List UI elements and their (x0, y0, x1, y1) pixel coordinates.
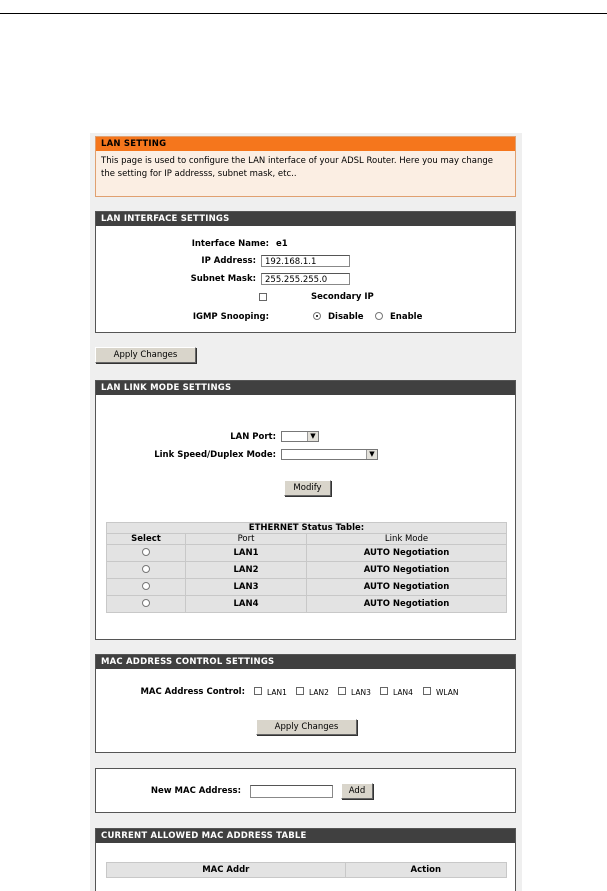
ip-address-input[interactable]: 192.168.1.1 (261, 255, 350, 267)
allowed-mac-section (95, 828, 516, 891)
table-row (107, 545, 507, 562)
table-row (107, 596, 507, 613)
table-row (107, 579, 507, 596)
select-lan1-radio[interactable] (142, 548, 150, 556)
ethernet-status-table-title: ETHERNET Status Table: (107, 523, 507, 534)
allowed-mac-table (106, 862, 507, 878)
link-mode-cell: AUTO Negotiation (307, 545, 507, 562)
column-action: Action (345, 863, 506, 878)
mac-control-lan4-label: LAN4 (393, 688, 413, 697)
chevron-down-icon: ▼ (366, 450, 377, 459)
mac-control-lan4-checkbox[interactable] (380, 687, 388, 695)
add-button[interactable]: Add (341, 783, 373, 799)
lan-setting-section (95, 136, 516, 197)
select-cell (107, 579, 186, 596)
select-cell (107, 562, 186, 579)
new-mac-label: New MAC Address: (150, 786, 241, 796)
link-mode-section (95, 380, 516, 640)
lan-interface-section (95, 211, 516, 333)
allowed-mac-title: CURRENT ALLOWED MAC ADDRESS TABLE (96, 829, 515, 843)
ethernet-status-table (106, 522, 507, 613)
mac-control-lan1-checkbox[interactable] (254, 687, 262, 695)
link-mode-cell: AUTO Negotiation (307, 596, 507, 613)
igmp-enable-radio[interactable] (375, 312, 383, 320)
link-mode-cell: AUTO Negotiation (307, 562, 507, 579)
igmp-enable-label: Enable (390, 312, 423, 322)
mac-control-lan2-checkbox[interactable] (296, 687, 304, 695)
mac-control-wlan-label: WLAN (436, 688, 459, 697)
mac-control-wlan-checkbox[interactable] (423, 687, 431, 695)
table-row (107, 562, 507, 579)
subnet-mask-label: Subnet Mask: (190, 274, 256, 284)
interface-name-label: Interface Name: (191, 239, 269, 249)
ip-address-label: IP Address: (201, 256, 256, 266)
port-cell: LAN4 (186, 596, 307, 613)
igmp-disable-radio[interactable] (313, 312, 321, 320)
port-cell: LAN2 (186, 562, 307, 579)
select-cell (107, 545, 186, 562)
link-mode-cell: AUTO Negotiation (307, 579, 507, 596)
lan-port-select[interactable] (281, 431, 319, 442)
mac-control-lan3-checkbox[interactable] (338, 687, 346, 695)
link-mode-title: LAN LINK MODE SETTINGS (96, 381, 515, 395)
chevron-down-icon: ▼ (307, 432, 318, 441)
lan-interface-title: LAN INTERFACE SETTINGS (96, 212, 515, 226)
interface-name-value: e1 (276, 239, 288, 249)
mac-control-section (95, 654, 516, 753)
column-link-mode: Link Mode (307, 534, 507, 545)
port-cell: LAN1 (186, 545, 307, 562)
mac-control-lan3-label: LAN3 (351, 688, 371, 697)
lan-port-label: LAN Port: (230, 432, 276, 442)
mac-control-label: MAC Address Control: (140, 687, 245, 697)
port-cell: LAN3 (186, 579, 307, 596)
select-lan3-radio[interactable] (142, 582, 150, 590)
secondary-ip-checkbox[interactable] (259, 293, 267, 301)
mac-apply-changes-button[interactable]: Apply Changes (256, 719, 357, 735)
mac-control-lan2-label: LAN2 (309, 688, 329, 697)
new-mac-input[interactable] (250, 785, 333, 798)
select-cell (107, 596, 186, 613)
link-speed-select[interactable] (281, 449, 378, 460)
select-lan4-radio[interactable] (142, 599, 150, 607)
igmp-snooping-label: IGMP Snooping: (192, 312, 269, 322)
new-mac-section (95, 768, 516, 813)
secondary-ip-label: Secondary IP (311, 292, 374, 302)
igmp-disable-label: Disable (328, 312, 364, 322)
column-port: Port (186, 534, 307, 545)
link-speed-label: Link Speed/Duplex Mode: (154, 450, 276, 460)
select-lan2-radio[interactable] (142, 565, 150, 573)
lan-setting-title: LAN SETTING (96, 137, 515, 151)
subnet-mask-input[interactable]: 255.255.255.0 (261, 273, 350, 285)
lan-setting-description: This page is used to configure the LAN interface of your ADSL Router. Here you may change the setting for IP addresss, subnet mask, etc.. (101, 156, 493, 179)
top-rule (0, 13, 607, 14)
mac-control-title: MAC ADDRESS CONTROL SETTINGS (96, 655, 515, 669)
lan-setting-page (90, 133, 522, 891)
column-mac-addr: MAC Addr (107, 863, 346, 878)
column-select: Select (107, 534, 186, 545)
apply-changes-button[interactable]: Apply Changes (95, 347, 196, 363)
modify-button[interactable]: Modify (284, 480, 331, 496)
mac-control-lan1-label: LAN1 (267, 688, 287, 697)
